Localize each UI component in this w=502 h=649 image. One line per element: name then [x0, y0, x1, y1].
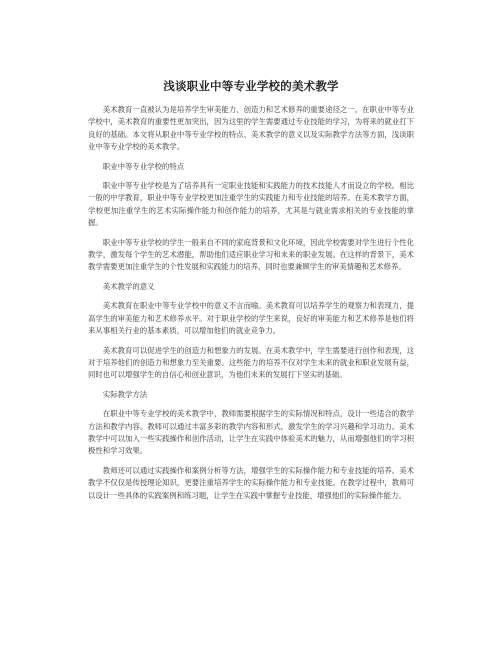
paragraph: 在职业中等专业学校的美术教学中，教师需要根据学生的实际情况和特点，设计一些适合的教学方法和教学内容。教师可以通过丰富多彩的教学内容和形式，激发学生的学习兴趣和学习动力。美术教学中可以加入一些实践操作和创作活动，让学生在实践中体验美术的魅力，从而增强他们的学习积极性和学习效果。: [88, 409, 414, 456]
paragraph: 美术教育可以促进学生的创造力和想象力的发展。在美术教学中，学生需要进行创作和表现，这对于培养他们的创造力和想象力至关重要。这些能力的培养不仅对学生未来的就业和职业发展有益，同时也可以增强学生的自信心和创业意识，为他们未来的发展打下坚实的基础。: [88, 345, 414, 380]
section-heading: 职业中等专业学校的特点: [102, 161, 185, 171]
paragraph: 职业中等专业学校是为了培养具有一定职业技能和实践能力的技术技能人才而设立的学校。相比一般的中学教育，职业中等专业学校更加注重学生的实践能力和专业技能的培养。在美术教学方面，学校更加注重学生的艺术实际操作能力和创作能力的培养，尤其是与就业需求相关的专业技能的掌握。: [88, 181, 414, 228]
section-heading: 美术教学的意义: [102, 281, 155, 291]
document-body: [88, 104, 414, 509]
document-title: 浅谈职业中等专业学校的美术教学: [163, 79, 339, 93]
paragraph: 教师还可以通过实践操作和案例分析等方法，增强学生的实际操作能力和专业技能的培养。美术教学不仅仅是传授理论知识，更要注重培养学生的实际操作能力和专业技能。在教学过程中，教师可以设计一些具体的实践案例和练习题，让学生在实践中掌握专业技能，增强他们的实际操作能力。: [88, 465, 414, 500]
paragraph: 美术教育在职业中等专业学校中的意义不言而喻。美术教育可以培养学生的观察力和表现力，提高学生的审美能力和艺术修养水平。对于职业学校的学生来说，良好的审美能力和艺术修养是他们将来从事相关行业的基本素质，可以增加他们的就业竞争力。: [88, 301, 414, 336]
paragraph: 职业中等专业学校的学生一般来自不同的家庭背景和文化环境，因此学校需要对学生进行个性化教学，激发每个学生的艺术潜能，帮助他们适应职业学习和未来的职业发展。在这样的背景下，美术教学需要更加注重学生的个性发展和实践能力的培养，同时也要兼顾学生的审美情趣和艺术修养。: [88, 237, 414, 272]
section-heading: 实际教学方法: [102, 389, 148, 399]
paragraph: 美术教育一直被认为是培养学生审美能力、创造力和艺术修养的重要途径之一。在职业中等专业学校中，美术教育的重要性更加突出，因为这里的学生需要通过专业技能的学习，为将来的就业打下良好的基础。本文将从职业中等专业学校的特点、美术教学的意义以及实际教学方法等方面，浅谈职业中等专业学校的美术教学。: [88, 105, 414, 152]
